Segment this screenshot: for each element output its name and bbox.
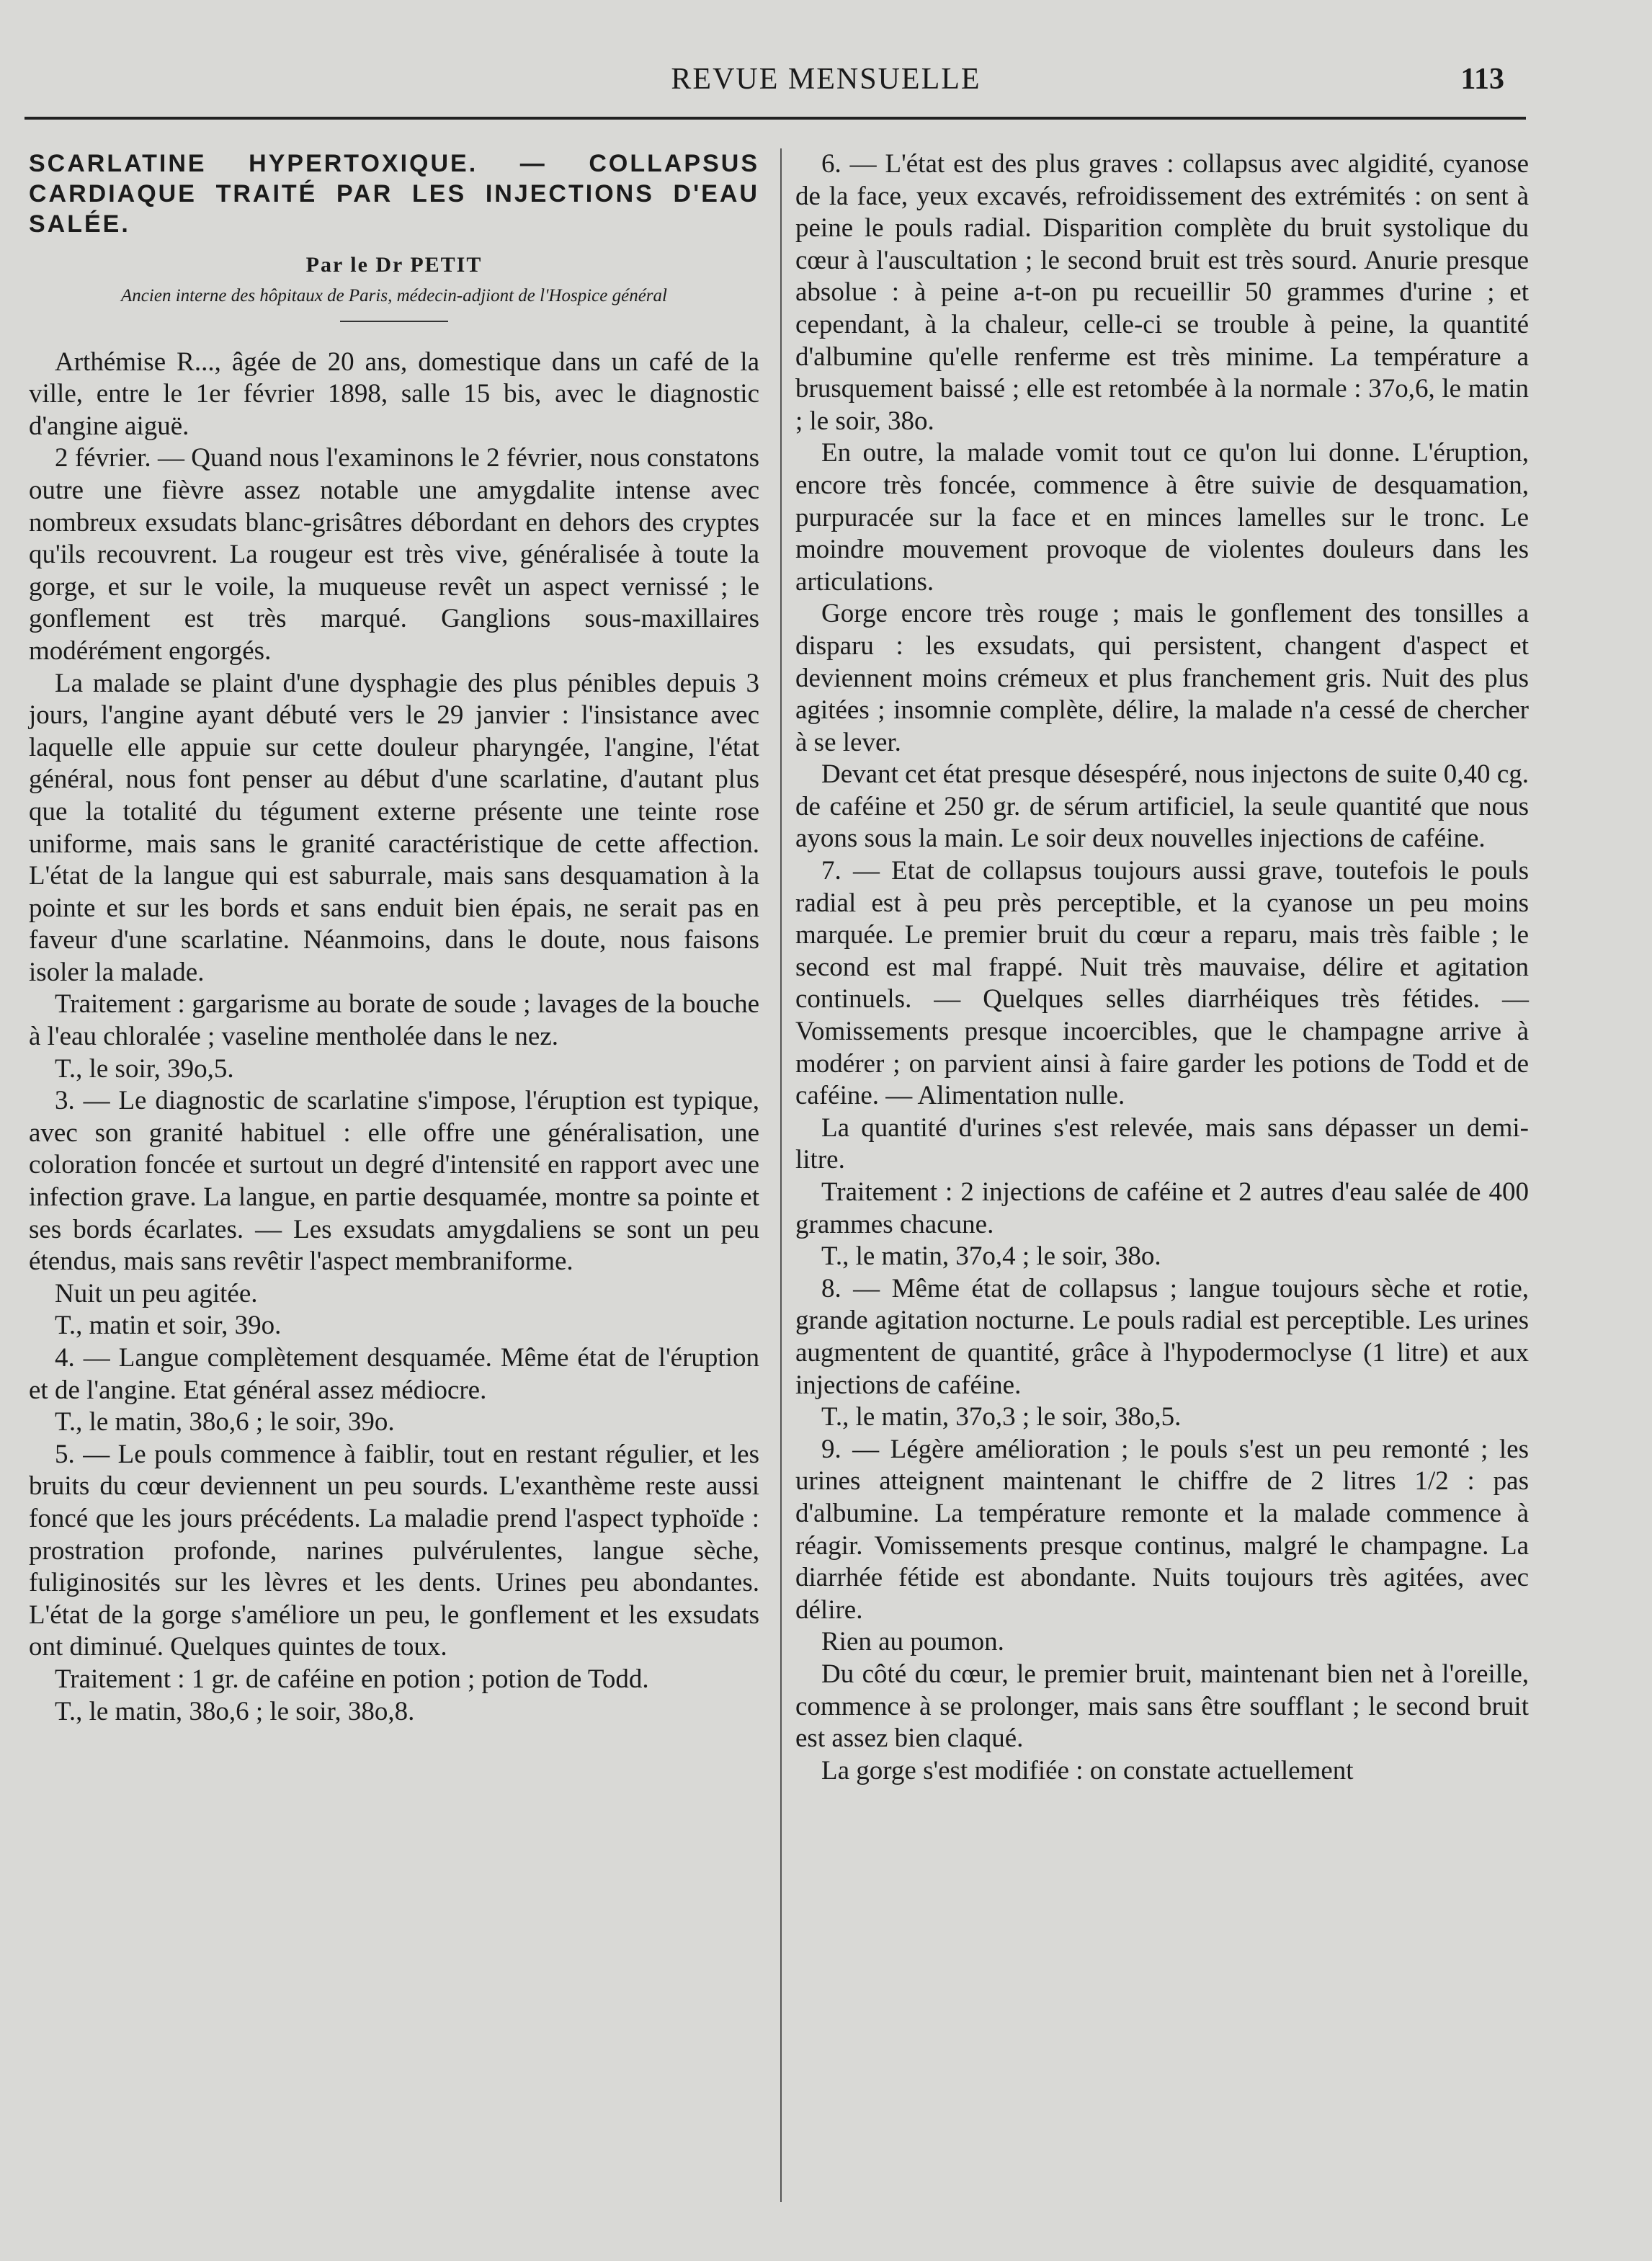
paragraph: La gorge s'est modifiée : on constate actuellement — [821, 1755, 1354, 1785]
paragraph: 3. — Le diagnostic de scarlatine s'impose, l'éruption est typique, avec son granité habituel : elle offre une généralisation, une coloration foncée et surtout un degré d'intensité en rapport avec une infection grave. La langue, en partie desquamée, montre sa pointe et ses bords écarlates. — Les exsudats amygdaliens se sont un peu étendus, mais sans revêtir l'aspect membraniforme. — [29, 1086, 759, 1277]
paragraph: Arthémise R..., âgée de 20 ans, domestique dans un café de la ville, entre le 1er février 1898, salle 15 bis, avec le diagnostic d'angine aiguë. — [29, 347, 759, 441]
paragraph: 9. — Légère amélioration ; le pouls s'est un peu remonté ; les urines atteignent maintenant le chiffre de 2 litres 1/2 : pas d'albumine. La température remonte et la malade commence à réagir. Vomissements presque continus, malgré le champagne. La diarrhée fétide est abondante. Nuits toujours très agitées, avec délire. — [795, 1434, 1529, 1625]
paragraph: 2 février. — Quand nous l'examinons le 2 février, nous constatons outre une fièvre assez notable une amygdalite intense avec nombreux exsudats blanc-grisâtres débordant en dehors des cryptes qu'ils recouvrent. La rougeur est très vive, généralisée à toute la gorge, et sur le voile, la muqueuse revêt un aspect vernissé ; le gonflement est très marqué. Ganglions sous-maxillaires modérément engorgés. — [29, 443, 759, 666]
running-head — [0, 62, 1652, 105]
page-number: 113 — [1460, 63, 1504, 96]
title-rule — [340, 321, 448, 322]
paragraph: T., le matin, 38o,6 ; le soir, 39o. — [55, 1407, 395, 1437]
paragraph: Rien au poumon. — [821, 1627, 1004, 1657]
paragraph: 4. — Langue complètement desquamée. Même état de l'éruption et de l'angine. Etat général assez médiocre. — [29, 1343, 759, 1405]
paragraph: Du côté du cœur, le premier bruit, maintenant bien net à l'oreille, commence à se prolonger, mais sans être soufflant ; le second bruit est assez bien claqué. — [795, 1659, 1529, 1754]
paragraph: T., le matin, 37o,4 ; le soir, 38o. — [821, 1241, 1161, 1272]
paragraph: En outre, la malade vomit tout ce qu'on lui donne. L'éruption, encore très foncée, commence à être suivie de desquamation, purpuracée sur la face et en minces lamelles sur le tronc. Le moindre mouvement provoque de violentes douleurs dans les articulations. — [795, 438, 1529, 597]
paragraph: Traitement : 2 injections de caféine et 2 autres d'eau salée de 400 grammes chacune. — [795, 1177, 1529, 1239]
paragraph: 7. — Etat de collapsus toujours aussi grave, toutefois le pouls radial est à peu près perceptible, et la cyanose un peu moins marquée. Le premier bruit du cœur a reparu, mais très faible ; le second est mal frappé. Nuit très mauvaise, délire et agitation continuels. — Quelques selles diarrhéiques très fétides. — Vomissements presque incoercibles, que le champagne arrive à modérer ; on parvient ainsi à faire garder les potions de Todd et de caféine. — Alimentation nulle. — [795, 856, 1529, 1111]
article-affiliation: Ancien interne des hôpitaux de Paris, médecin-adjiont de l'Hospice général — [121, 285, 667, 306]
running-title: REVUE MENSUELLE — [671, 63, 981, 96]
paragraph: Nuit un peu agitée. — [55, 1278, 258, 1308]
left-column — [29, 148, 759, 1728]
paragraph: 6. — L'état est des plus graves : collapsus avec algidité, cyanose de la face, yeux excavés, refroidissement des extrémités : on sent à peine le pouls radial. Disparition complète du bruit systolique du cœur à l'auscultation ; le second bruit est très sourd. Anurie presque absolue : à peine a-t-on pu recueillir 50 grammes d'urine ; et cependant, à la chaleur, celle-ci se trouble à peine, la quantité d'albumine qu'elle renferme est très minime. La température a brusquement baissé ; elle est retombée à la normale : 37o,6, le matin ; le soir, 38o. — [795, 149, 1529, 436]
paragraph: T., le soir, 39o,5. — [55, 1053, 234, 1084]
paragraph: 5. — Le pouls commence à faiblir, tout en restant régulier, et les bruits du cœur deviennent un peu sourds. L'exanthème reste aussi foncé que les jours précédents. La maladie prend l'aspect typhoïde : prostration profonde, narines pulvérulentes, langue sèche, fuliginosités sur les lèvres et les dents. Urines peu abondantes. L'état de la gorge s'améliore un peu, le gonflement et les exsudats ont diminué. Quelques quintes de toux. — [29, 1439, 759, 1662]
paragraph: T., le matin, 38o,6 ; le soir, 38o,8. — [55, 1696, 415, 1726]
paragraph: Traitement : gargarisme au borate de soude ; lavages de la bouche à l'eau chloralée ; vaseline mentholée dans le nez. — [29, 989, 759, 1052]
paragraph: T., le matin, 37o,3 ; le soir, 38o,5. — [821, 1402, 1182, 1432]
column-divider — [780, 148, 782, 2202]
article-title: SCARLATINE HYPERTOXIQUE. — COLLAPSUS CARDIAQUE TRAITÉ PAR LES INJECTIONS D'EAU SALÉE. — [29, 150, 759, 238]
paragraph: Devant cet état presque désespéré, nous injectons de suite 0,40 cg. de caféine et 250 gr. de sérum artificiel, la seule quantité que nous ayons sous la main. Le soir deux nouvelles injections de caféine. — [795, 759, 1529, 854]
paragraph: La quantité d'urines s'est relevée, mais sans dépasser un demi-litre. — [795, 1112, 1529, 1175]
paragraph: Gorge encore très rouge ; mais le gonflement des tonsilles a disparu : les exsudats, qui persistent, changent d'aspect et deviennent moins crémeux et plus franchement gris. Nuit des plus agitées ; insomnie complète, délire, la malade n'a cessé de chercher à se lever. — [795, 599, 1529, 757]
paragraph: T., matin et soir, 39o. — [55, 1311, 282, 1341]
right-column — [795, 148, 1529, 1787]
header-rule — [24, 117, 1526, 120]
article-byline: Par le Dr PETIT — [305, 253, 483, 277]
paragraph: Traitement : 1 gr. de caféine en potion ; potion de Todd. — [55, 1664, 649, 1694]
paragraph: La malade se plaint d'une dysphagie des plus pénibles depuis 3 jours, l'angine ayant débuté vers le 29 janvier : l'insistance avec laquelle elle appuie sur cette douleur pharyngée, l'angine, l'état général, nous font penser au début d'une scarlatine, d'autant plus que la totalité du tégument externe présente une teinte rose uniforme, mais sans le granité caractéristique de cette affection. L'état de la langue qui est saburrale, mais sans desquamation à la pointe et sur les bords et sans enduit bien épais, ne serait pas en faveur d'une scarlatine. Néanmoins, dans le doute, nous faisons isoler la malade. — [29, 668, 759, 987]
paragraph: 8. — Même état de collapsus ; langue toujours sèche et rotie, grande agitation nocturne. Le pouls radial est perceptible. Les urines augmentent de quantité, grâce à l'hypodermoclyse (1 litre) et aux injections de caféine. — [795, 1273, 1529, 1400]
